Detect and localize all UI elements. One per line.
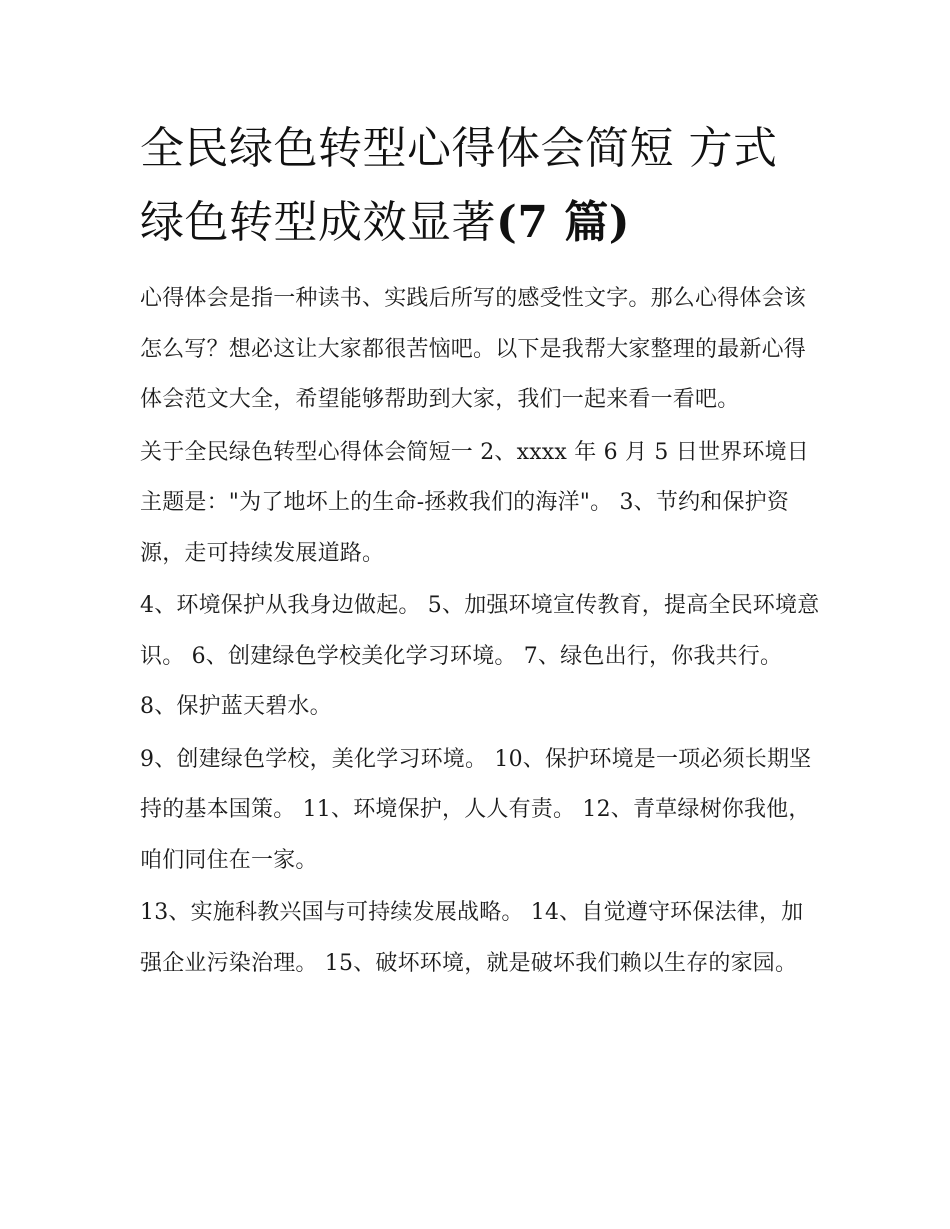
document-content bbox=[140, 112, 820, 991]
paragraph-3: 4、环境保护从我身边做起。 5、加强环境宣传教育，提高全民环境意识。 6、创建绿色学校美化学习环境。 7、绿色出行，你我共行。 8、保护蓝天碧水。 bbox=[140, 593, 820, 719]
title-count: (7 篇) bbox=[496, 197, 631, 248]
paragraph-5: 13、实施科教兴国与可持续发展战略。 14、自觉遵守环保法律，加强企业污染治理。 15、破坏环境，就是破坏我们赖以生存的家园。 bbox=[140, 900, 804, 976]
paragraph-intro: 心得体会是指一种读书、实践后所写的感受性文字。那么心得体会该怎么写？想必这让大家都很苦恼吧。以下是我帮大家整理的最新心得体会范文大全，希望能够帮助到大家，我们一起来看一看吧。 bbox=[140, 286, 807, 412]
paragraph-4: 9、创建绿色学校，美化学习环境。 10、保护环境是一项必须长期坚持的基本国策。 11、环境保护，人人有责。 12、青草绿树你我他，咱们同住在一家。 bbox=[140, 746, 812, 873]
document-title bbox=[140, 112, 820, 260]
title-text: 全民绿色转型心得体会简短 方式绿色转型成效显著 bbox=[140, 123, 778, 248]
paragraph-2: 关于全民绿色转型心得体会简短一 2、xxxx 年 6 月 5 日世界环境日主题是："为了地坏上的生命-拯救我们的海洋"。 3、节约和保护资源，走可持续发展道路。 bbox=[140, 439, 809, 566]
